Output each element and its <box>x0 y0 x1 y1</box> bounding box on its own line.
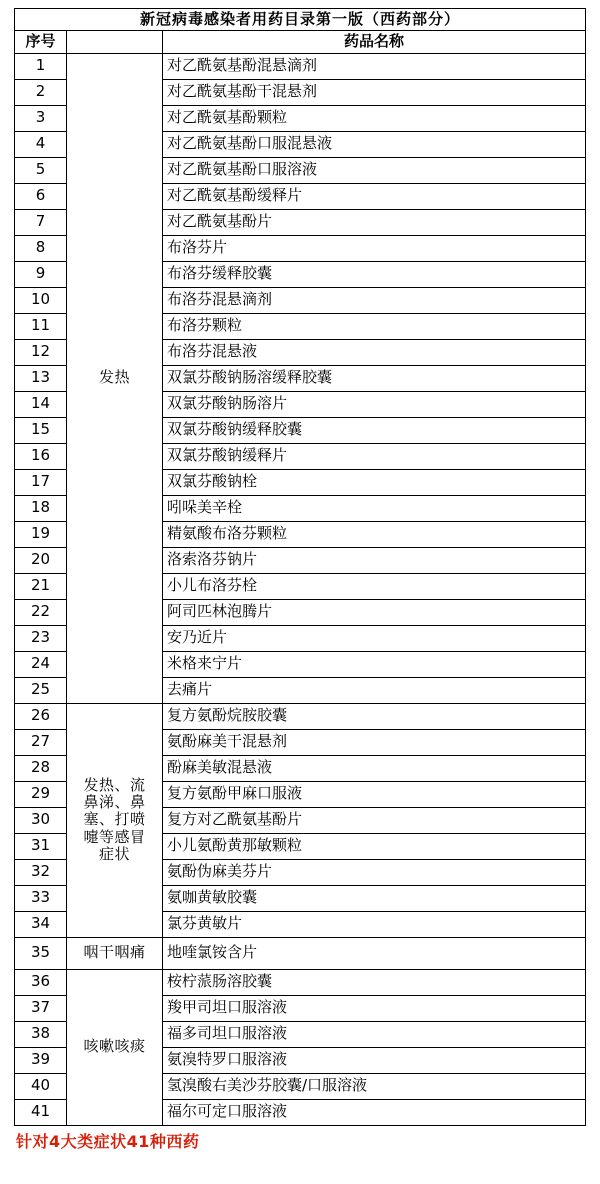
row-number: 22 <box>15 599 67 625</box>
category-line: 症状 <box>98 844 130 863</box>
drug-name: 布洛芬混悬液 <box>163 339 586 365</box>
drug-name: 羧甲司坦口服溶液 <box>163 995 586 1021</box>
drug-name: 双氯芬酸钠缓释片 <box>163 443 586 469</box>
drug-name: 布洛芬片 <box>163 235 586 261</box>
drug-name: 对乙酰氨基酚口服混悬液 <box>163 131 586 157</box>
row-number: 8 <box>15 235 67 261</box>
drug-name: 对乙酰氨基酚颗粒 <box>163 105 586 131</box>
category-line: 嚏等感冒 <box>83 827 146 846</box>
drug-name: 双氯芬酸钠肠溶片 <box>163 391 586 417</box>
drug-name: 氨溴特罗口服溶液 <box>163 1047 586 1073</box>
row-number: 32 <box>15 859 67 885</box>
table-row <box>15 703 586 729</box>
drug-catalog-table <box>14 8 586 1126</box>
drug-name: 洛索洛芬钠片 <box>163 547 586 573</box>
drug-name: 氨酚伪麻美芬片 <box>163 859 586 885</box>
drug-name: 氨咖黄敏胶囊 <box>163 885 586 911</box>
drug-name: 福尔可定口服溶液 <box>163 1099 586 1125</box>
row-number: 19 <box>15 521 67 547</box>
drug-name: 复方氨酚烷胺胶囊 <box>163 703 586 729</box>
drug-name: 阿司匹林泡腾片 <box>163 599 586 625</box>
footnote-text: 针对4大类症状41种西药 <box>16 1131 200 1151</box>
row-number: 21 <box>15 573 67 599</box>
row-number: 10 <box>15 287 67 313</box>
row-number: 15 <box>15 417 67 443</box>
row-number: 29 <box>15 781 67 807</box>
row-number: 11 <box>15 313 67 339</box>
category-line: 鼻涕、鼻 <box>83 793 146 812</box>
row-number: 35 <box>15 937 67 969</box>
drug-name: 小儿氨酚黄那敏颗粒 <box>163 833 586 859</box>
category-line: 塞、打喷 <box>83 810 146 829</box>
row-number: 39 <box>15 1047 67 1073</box>
header-no: 序号 <box>15 31 67 53</box>
drug-name: 对乙酰氨基酚片 <box>163 209 586 235</box>
row-number: 36 <box>15 969 67 995</box>
drug-name: 吲哚美辛栓 <box>163 495 586 521</box>
header-name: 药品名称 <box>163 31 586 53</box>
category-cold-symptoms <box>67 703 163 937</box>
category-line: 发热、流 <box>83 775 146 794</box>
drug-name: 氯芬黄敏片 <box>163 911 586 937</box>
row-number: 13 <box>15 365 67 391</box>
row-number: 28 <box>15 755 67 781</box>
row-number: 9 <box>15 261 67 287</box>
drug-name: 酚麻美敏混悬液 <box>163 755 586 781</box>
drug-name: 布洛芬混悬滴剂 <box>163 287 586 313</box>
drug-name: 地喹氯铵含片 <box>163 937 586 969</box>
drug-name: 复方对乙酰氨基酚片 <box>163 807 586 833</box>
row-number: 38 <box>15 1021 67 1047</box>
row-number: 27 <box>15 729 67 755</box>
row-number: 26 <box>15 703 67 729</box>
row-number: 2 <box>15 79 67 105</box>
row-number: 41 <box>15 1099 67 1125</box>
row-number: 25 <box>15 677 67 703</box>
row-number: 3 <box>15 105 67 131</box>
drug-name: 精氨酸布洛芬颗粒 <box>163 521 586 547</box>
row-number: 16 <box>15 443 67 469</box>
row-number: 17 <box>15 469 67 495</box>
row-number: 7 <box>15 209 67 235</box>
header-row <box>15 31 586 53</box>
category-fever: 发热 <box>67 53 163 703</box>
row-number: 33 <box>15 885 67 911</box>
drug-name: 对乙酰氨基酚干混悬剂 <box>163 79 586 105</box>
table-row <box>15 53 586 79</box>
title-row <box>15 9 586 31</box>
category-sore-throat: 咽干咽痛 <box>67 937 163 969</box>
drug-name: 福多司坦口服溶液 <box>163 1021 586 1047</box>
document-title: 新冠病毒感染者用药目录第一版（西药部分） <box>15 9 586 31</box>
row-number: 20 <box>15 547 67 573</box>
drug-name: 小儿布洛芬栓 <box>163 573 586 599</box>
drug-name: 布洛芬缓释胶囊 <box>163 261 586 287</box>
row-number: 30 <box>15 807 67 833</box>
drug-name: 双氯芬酸钠栓 <box>163 469 586 495</box>
drug-name: 双氯芬酸钠肠溶缓释胶囊 <box>163 365 586 391</box>
table-row <box>15 969 586 995</box>
category-cough: 咳嗽咳痰 <box>67 969 163 1125</box>
drug-name: 氨酚麻美干混悬剂 <box>163 729 586 755</box>
drug-name: 米格来宁片 <box>163 651 586 677</box>
row-number: 34 <box>15 911 67 937</box>
drug-name: 氢溴酸右美沙芬胶囊/口服溶液 <box>163 1073 586 1099</box>
drug-name: 布洛芬颗粒 <box>163 313 586 339</box>
row-number: 23 <box>15 625 67 651</box>
row-number: 6 <box>15 183 67 209</box>
row-number: 40 <box>15 1073 67 1099</box>
drug-name: 双氯芬酸钠缓释胶囊 <box>163 417 586 443</box>
row-number: 1 <box>15 53 67 79</box>
row-number: 5 <box>15 157 67 183</box>
drug-name: 对乙酰氨基酚口服溶液 <box>163 157 586 183</box>
drug-name: 安乃近片 <box>163 625 586 651</box>
row-number: 12 <box>15 339 67 365</box>
drug-name: 对乙酰氨基酚缓释片 <box>163 183 586 209</box>
row-number: 24 <box>15 651 67 677</box>
row-number: 4 <box>15 131 67 157</box>
row-number: 14 <box>15 391 67 417</box>
drug-name: 复方氨酚甲麻口服液 <box>163 781 586 807</box>
drug-name: 桉柠蒎肠溶胶囊 <box>163 969 586 995</box>
row-number: 37 <box>15 995 67 1021</box>
row-number: 18 <box>15 495 67 521</box>
row-number: 31 <box>15 833 67 859</box>
table-row <box>15 937 586 969</box>
table-body <box>15 9 586 1126</box>
header-category <box>67 31 163 53</box>
drug-name: 去痛片 <box>163 677 586 703</box>
drug-name: 对乙酰氨基酚混悬滴剂 <box>163 53 586 79</box>
